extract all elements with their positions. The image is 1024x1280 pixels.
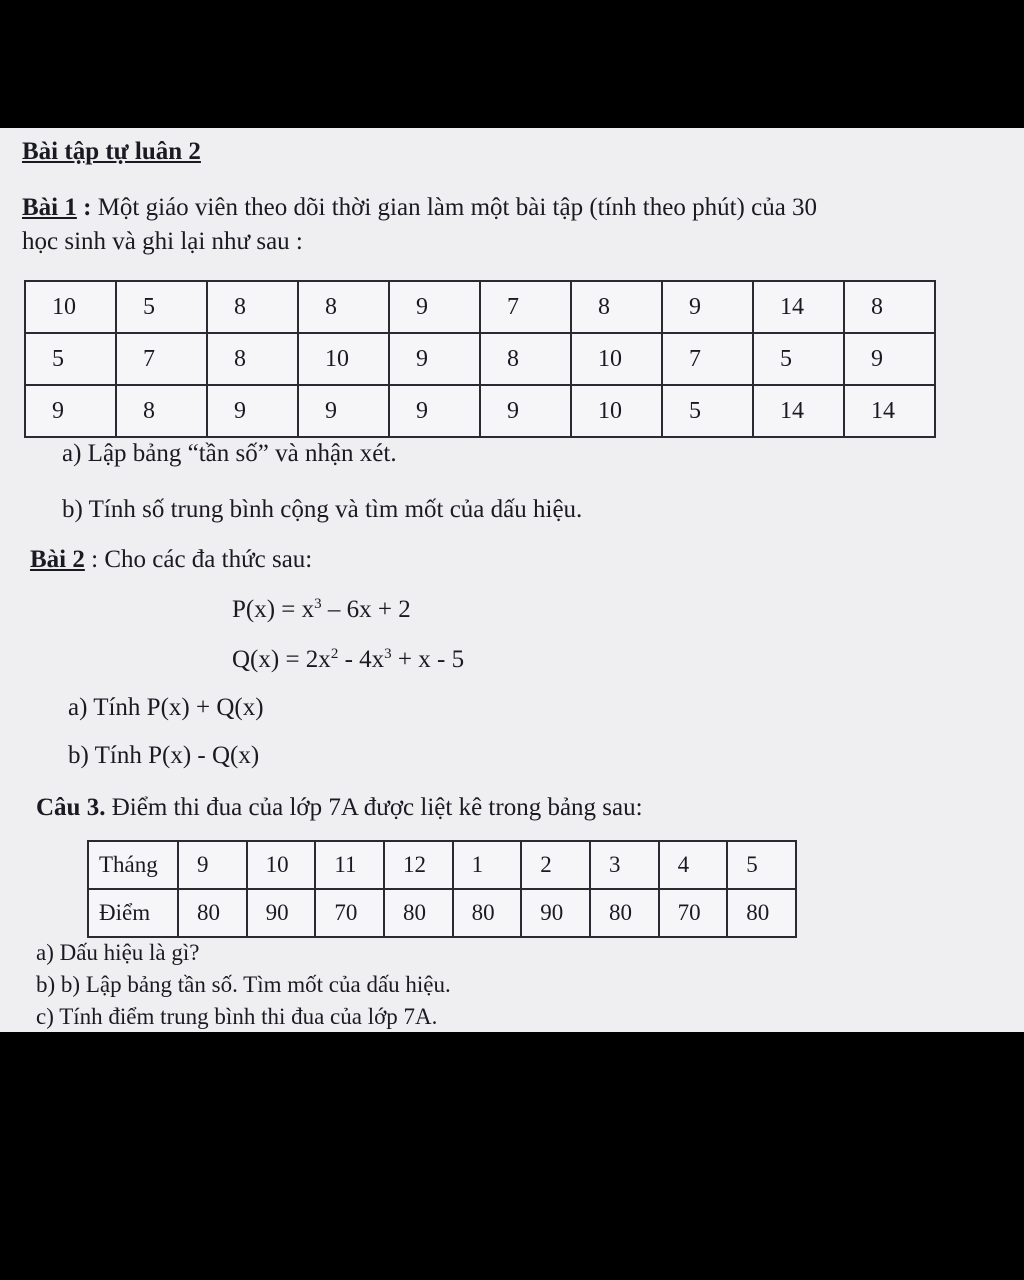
table-cell: 70: [315, 889, 384, 937]
poly-p-exponent: 3: [314, 596, 322, 612]
table-cell: 90: [247, 889, 316, 937]
table-cell: 8: [844, 281, 935, 333]
table-cell: 9: [389, 385, 480, 437]
table-cell: 9: [662, 281, 753, 333]
bai1-separator: :: [76, 194, 98, 221]
table-cell: 5: [116, 281, 207, 333]
cau3-score-table: [87, 840, 797, 938]
table-cell: 1: [453, 841, 522, 889]
table-cell: 70: [659, 889, 728, 937]
table-cell: 9: [298, 385, 389, 437]
table-cell: 10: [571, 333, 662, 385]
table-cell: 7: [480, 281, 571, 333]
table-cell: 4: [659, 841, 728, 889]
table-cell: 5: [753, 333, 844, 385]
table-cell: 10: [298, 333, 389, 385]
poly-p-left: P(x) = x: [232, 596, 315, 623]
table-cell: 7: [662, 333, 753, 385]
table-cell: 12: [384, 841, 453, 889]
bai2-intro: [30, 546, 312, 574]
table-cell: 14: [844, 385, 935, 437]
bai2-label: Bài 2: [30, 546, 85, 573]
table-row: [88, 889, 796, 937]
poly-q-right: + x - 5: [391, 646, 465, 673]
table-cell: 9: [25, 385, 116, 437]
page-title: Bài tập tự luân 2: [22, 138, 201, 165]
table-cell: 90: [521, 889, 590, 937]
table-row: [25, 281, 935, 333]
table-cell: 10: [571, 385, 662, 437]
bai2-task-b: b) Tính P(x) - Q(x): [68, 742, 260, 769]
document-page: [0, 128, 1024, 1032]
table-cell: 5: [727, 841, 796, 889]
bai1-question-a: a) Lập bảng “tần số” và nhận xét.: [62, 440, 397, 467]
cau3-question-b: b) b) Lập bảng tần số. Tìm mốt của dấu hiệu.: [36, 972, 451, 997]
table-cell: 8: [571, 281, 662, 333]
poly-q-exponent-1: 2: [330, 646, 339, 662]
table-cell: 3: [590, 841, 659, 889]
table-cell: 9: [207, 385, 298, 437]
table-cell: 80: [727, 889, 796, 937]
table-cell: 8: [480, 333, 571, 385]
bai2-task-a: a) Tính P(x) + Q(x): [68, 694, 264, 721]
bai2-text: : Cho các đa thức sau:: [84, 546, 313, 573]
polynomial-p: [232, 596, 411, 624]
cau3-question-c: c) Tính điểm trung bình thi đua của lớp 7A.: [36, 1004, 438, 1029]
table-row: [25, 333, 935, 385]
bai1-intro-line1: [22, 194, 817, 222]
table-cell: 9: [389, 281, 480, 333]
table-cell: 7: [116, 333, 207, 385]
poly-q-mid: - 4x: [338, 646, 385, 673]
table-row: [88, 841, 796, 889]
bai1-question-b: b) Tính số trung bình cộng và tìm mốt của dấu hiệu.: [62, 496, 583, 523]
table-cell: 8: [207, 333, 298, 385]
row-label-score: Điểm: [88, 889, 178, 937]
bai1-data-table: [24, 280, 936, 438]
table-cell: 8: [116, 385, 207, 437]
table-cell: 80: [453, 889, 522, 937]
cau3-label: Câu 3.: [36, 794, 106, 821]
table-cell: 11: [315, 841, 384, 889]
cau3-text: Điểm thi đua của lớp 7A được liệt kê trong bảng sau:: [105, 794, 643, 821]
polynomial-q: [232, 646, 464, 674]
table-cell: 9: [480, 385, 571, 437]
table-cell: 2: [521, 841, 590, 889]
table-cell: 9: [389, 333, 480, 385]
table-row: [25, 385, 935, 437]
table-cell: 9: [844, 333, 935, 385]
table-cell: 5: [25, 333, 116, 385]
bai1-label: Bài 1: [22, 194, 77, 221]
table-cell: 10: [25, 281, 116, 333]
table-cell: 8: [207, 281, 298, 333]
cau3-question-a: a) Dấu hiệu là gì?: [36, 940, 200, 965]
table-cell: 5: [662, 385, 753, 437]
table-cell: 14: [753, 385, 844, 437]
poly-q-left: Q(x) = 2x: [232, 646, 331, 673]
bai1-text-line1: Một giáo viên theo dõi thời gian làm một bài tập (tính theo phút) của 30: [97, 194, 818, 221]
bai1-text-line2: học sinh và ghi lại như sau :: [22, 228, 303, 255]
poly-p-right: – 6x + 2: [321, 596, 411, 623]
poly-q-exponent-2: 3: [384, 646, 392, 662]
cau3-intro: [36, 794, 643, 822]
table-cell: 10: [247, 841, 316, 889]
table-cell: 8: [298, 281, 389, 333]
table-cell: 80: [590, 889, 659, 937]
row-label-month: Tháng: [88, 841, 178, 889]
table-cell: 9: [178, 841, 247, 889]
table-cell: 80: [384, 889, 453, 937]
table-cell: 14: [753, 281, 844, 333]
table-cell: 80: [178, 889, 247, 937]
